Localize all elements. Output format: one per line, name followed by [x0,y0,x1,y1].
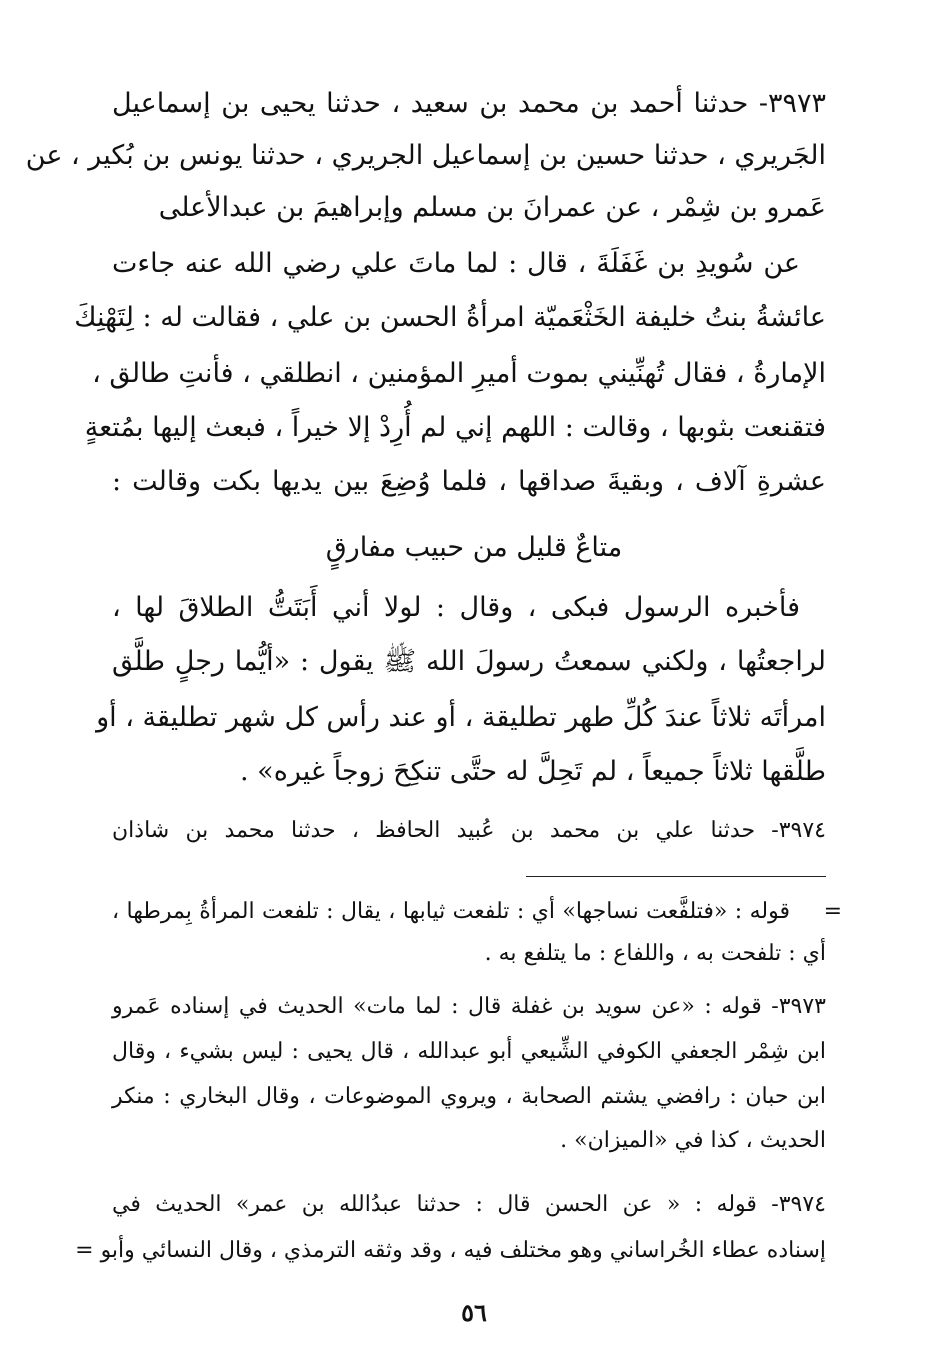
hadith-3973-continuation-line-2: لراجعتُها ، ولكني سمعتُ رسولَ الله ﷺ يقول : «أيُّما رجلٍ طلَّق [112,646,826,677]
hadith-3973-isnad-line-1: ٣٩٧٣- حدثنا أحمد بن محمد بن سعيد ، حدثنا يحيى بن إسماعيل [112,88,826,119]
footnote-continued-line-2: أي : تلفحت به ، واللفاع : ما يتلفع به . [484,941,826,966]
hadith-3973-continuation-line-3: امرأتَه ثلاثاً عندَ كُلِّ طهر تطليقة ، أو عند رأس كل شهر تطليقة ، أو [96,702,826,733]
footnote-separator [526,876,826,877]
page-number: ٥٦ [461,1298,487,1327]
footnote-3974-line-2: إسناده عطاء الخُراساني وهو مختلف فيه ، وقد وثقه الترمذي ، وقال النسائي وأبو = [75,1238,826,1263]
hadith-3974-isnad-line-1: ٣٩٧٤- حدثنا علي بن محمد بن عُبيد الحافظ ، حدثنا محمد بن شاذان [112,818,826,843]
hadith-3973-verse: متاعٌ قليل من حبيب مفارقٍ [325,532,623,563]
footnote-continuation-mark: = [823,899,842,924]
hadith-3973-matn-line-2: عائشةُ بنتُ خليفة الخَثْعَميّة امرأةُ الحسن بن علي ، فقالت له : لِتَهْنِكَ [74,302,826,333]
hadith-3973-matn-line-5: عشرةِ آلاف ، وبقيةَ صداقها ، فلما وُضِعَ بين يديها بكت وقالت : [112,466,826,497]
footnote-3973-line-3: ابن حبان : رافضي يشتم الصحابة ، ويروي الموضوعات ، وقال البخاري : منكر [112,1084,826,1109]
footnote-3973-line-2: ابن شِمْر الجعفي الكوفي الشِّيعي أبو عبدالله ، قال يحيى : ليس بشيء ، وقال [112,1039,826,1064]
footnote-3973-line-4: الحديث ، كذا في «الميزان» . [560,1128,826,1153]
hadith-3973-isnad-line-3: عَمرو بن شِمْر ، عن عمرانَ بن مسلم وإبراهيمَ بن عبدالأعلى [158,192,826,223]
hadith-3973-continuation-line-4: طلَّقها ثلاثاً جميعاً ، لم تَحِلَّ له حتَّى تنكِحَ زوجاً غيره» . [240,756,826,787]
footnote-continued-line-1: قوله : «فتلفَّعت نساجها» أي : تلفعت ثيابها ، يقال : تلفعت المرأةُ بِمرطها ، [112,899,790,924]
footnote-3973-line-1: ٣٩٧٣- قوله : «عن سويد بن غفلة قال : لما مات» الحديث في إسناده عَمرو [112,994,826,1019]
hadith-3973-matn-line-3: الإمارةُ ، فقال تُهنِّيني بموت أميرِ المؤمنين ، انطلقي ، فأنتِ طالق ، [92,358,826,389]
hadith-3973-continuation-line-1: فأخبره الرسول فبكى ، وقال : لولا أني أَبَتَتُّ الطلاقَ لها ، [112,592,800,623]
hadith-3973-matn-line-4: فتقنعت بثوبها ، وقالت : اللهم إني لم أُرِدْ إلا خيراً ، فبعث إليها بمُتعةٍ [84,412,826,443]
footnote-3974-line-1: ٣٩٧٤- قوله : « عن الحسن قال : حدثنا عبدُالله بن عمر» الحديث في [112,1192,826,1217]
hadith-3973-isnad-line-2: الجَريري ، حدثنا حسين بن إسماعيل الجريري ، حدثنا يونس بن بُكير ، عن [25,140,826,171]
hadith-3973-matn-line-1: عن سُويدِ بن غَفَلَةَ ، قال : لما ماتَ علي رضي الله عنه جاءت [112,248,800,279]
